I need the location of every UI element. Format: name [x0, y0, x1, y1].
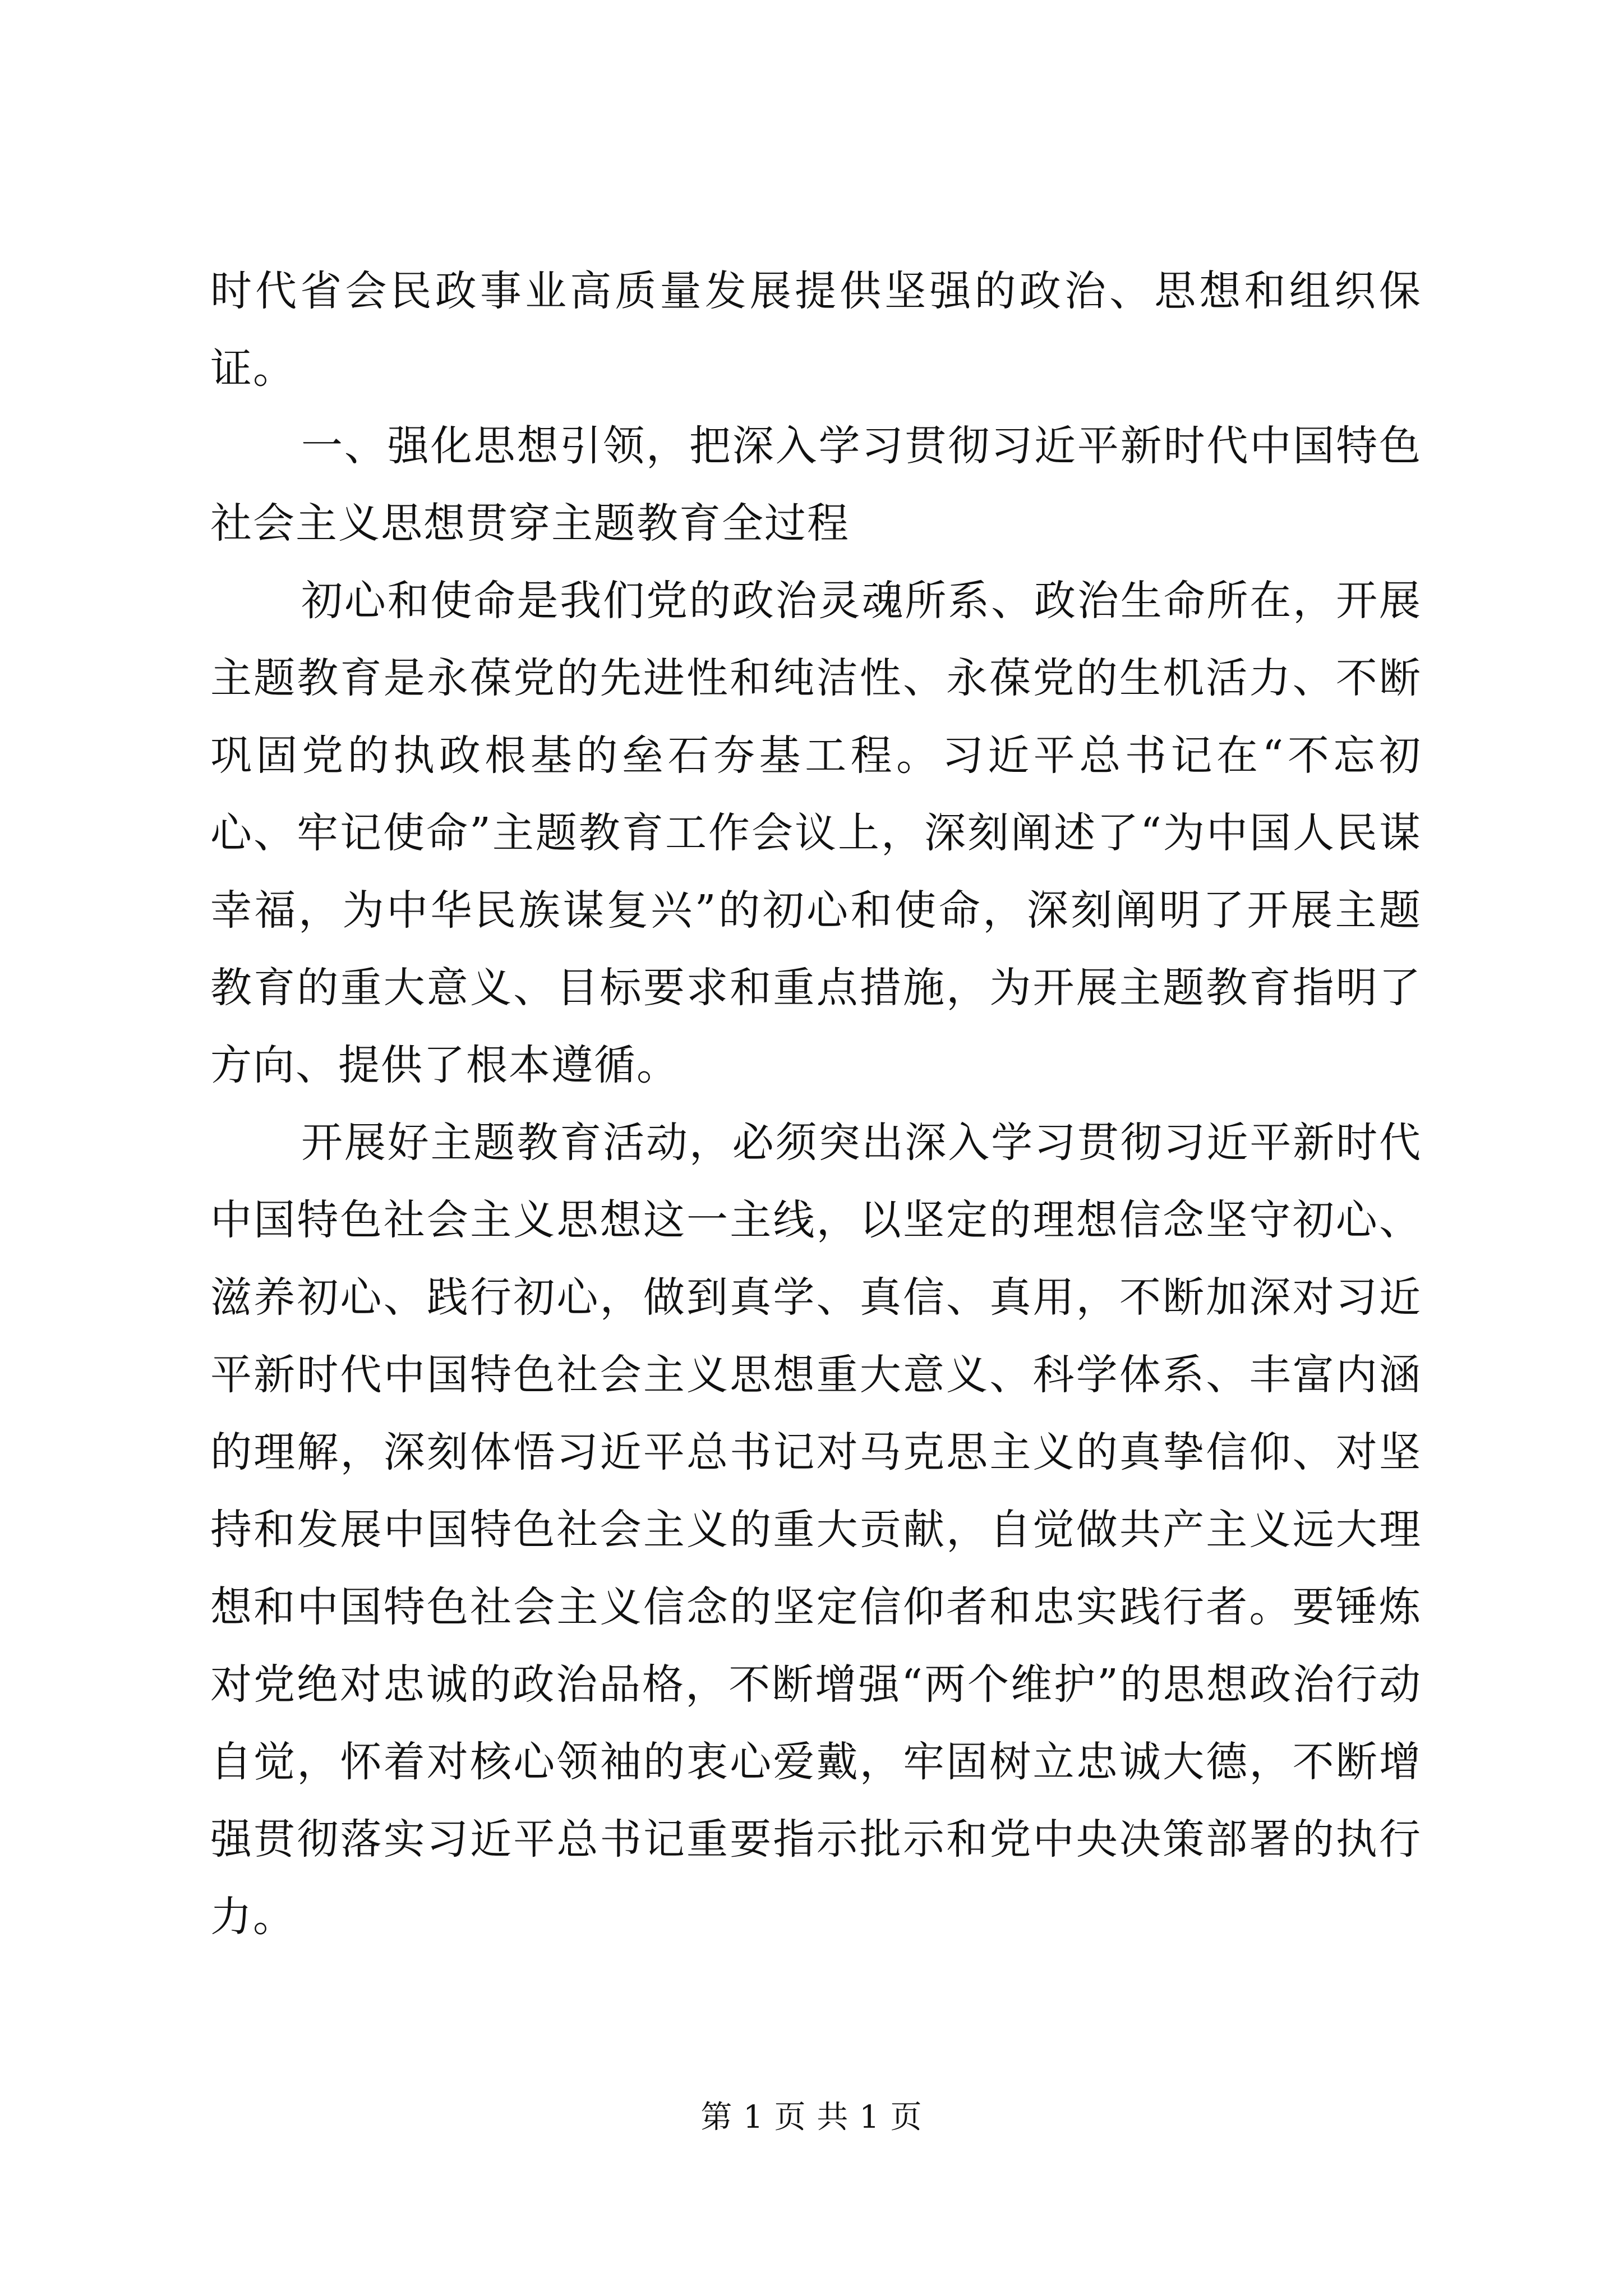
paragraph-mission: 初心和使命是我们党的政治灵魂所系、政治生命所在，开展主题教育是永葆党的先进性和纯洁性、永葆党的生机活力、不断巩固党的执政根基的垒石夯基工程。习近平总书记在“不忘初心、牢记使命”主题教育工作会议上，深刻阐述了“为中国人民谋幸福，为中华民族谋复兴”的初心和使命，深刻阐明了开展主题教育的重大意义、目标要求和重点措施，为开展主题教育指明了方向、提供了根本遵循。 [210, 577, 1422, 1089]
paragraph-education: 开展好主题教育活动，必须突出深入学习贯彻习近平新时代中国特色社会主义思想这一主线，以坚定的理想信念坚守初心、滋养初心、践行初心，做到真学、真信、真用，不断加深对习近平新时代中国特色社会主义思想重大意义、科学体系、丰富内涵的理解，深刻体悟习近平总书记对马克思主义的真挚信仰、对坚持和发展中国特色社会主义的重大贡献，自觉做共产主义远大理想和中国特色社会主义信念的坚定信仰者和忠实践行者。要锤炼对党绝对忠诚的政治品格，不断增强“两个维护”的思想政治行动自觉，怀着对核心领袖的衷心爱戴，牢固树立忠诚大德，不断增强贯彻落实习近平总书记重要指示批示和党中央决策部署的执行力。 [210, 1119, 1422, 1941]
document-body [210, 252, 1422, 1955]
page-footer: 第 1 页 共 1 页 [700, 2099, 923, 2136]
section-heading: 一、强化思想引领，把深入学习贯彻习近平新时代中国特色社会主义思想贯穿主题教育全过程 [210, 422, 1422, 547]
paragraph-continuation: 时代省会民政事业高质量发展提供坚强的政治、思想和组织保证。 [210, 267, 1422, 393]
